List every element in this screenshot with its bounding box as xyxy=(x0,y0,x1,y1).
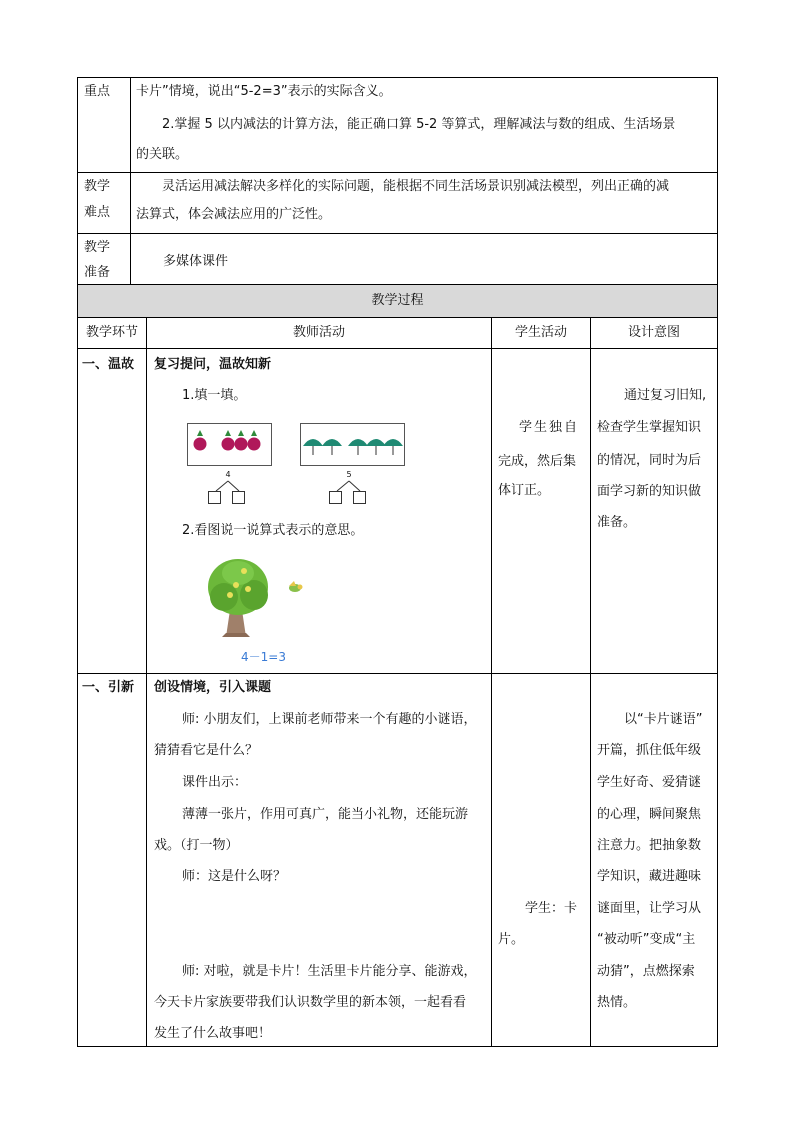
umbrella-icon xyxy=(303,439,323,455)
radish-icon xyxy=(194,430,207,451)
difficulty-line-2: 法算式，体会减法应用的广泛性。 xyxy=(136,207,332,222)
section2-intent-2: 开篇，抓住低年级 xyxy=(597,743,702,758)
section2-line-4: 薄薄一张片，作用可真广，能当小礼物，还能玩游 xyxy=(182,807,469,822)
section2-intent-1: 以“卡片谜语” xyxy=(624,712,703,727)
bond-number: 5 xyxy=(346,470,352,479)
section1-stage: 一、温故 xyxy=(82,357,135,372)
table-border xyxy=(717,77,718,1047)
col-header-teacher: 教师活动 xyxy=(292,325,345,340)
section2-intent-7: 谜面里，让学习从 xyxy=(597,901,702,916)
radish-picture xyxy=(187,423,272,466)
col-header-intent: 设计意图 xyxy=(627,325,680,340)
difficulty-label-1: 教学 xyxy=(84,179,111,194)
section2-intent-5: 注意力。把抽象数 xyxy=(597,838,702,853)
section2-line-6: 师：这是什么呀？ xyxy=(182,869,287,884)
col-header-stage: 教学环节 xyxy=(85,325,138,340)
table-border xyxy=(491,317,492,1047)
equation-label: 4－1=3 xyxy=(241,650,286,664)
number-bond-left xyxy=(205,472,251,508)
table-border xyxy=(77,673,718,674)
table-border xyxy=(590,317,591,1047)
difficulty-label-2: 难点 xyxy=(84,205,111,220)
prep-label-1: 教学 xyxy=(84,240,111,255)
difficulty-line-1: 灵活运用减法解决多样化的实际问题，能根据不同生活场景识别减法模型，列出正确的减 xyxy=(162,179,670,194)
section1-intent-1: 通过复习旧知, xyxy=(624,388,707,403)
section2-intent-10: 热情。 xyxy=(597,995,637,1010)
umbrella-icon xyxy=(348,439,368,455)
key-line-2: 2.掌握 5 以内减法的计算方法，能正确口算 5-2 等算式，理解减法与数的组成、生活场景 xyxy=(162,117,676,132)
section2-line-5: 戏。（打一物） xyxy=(154,838,239,853)
section2-line-2: 猜猜看它是什么？ xyxy=(154,743,259,758)
section2-intent-9: 动猜”，点燃探索 xyxy=(597,964,695,979)
section2-intent-3: 学生好奇、爱猜谜 xyxy=(597,775,702,790)
section1-student-3: 体订正。 xyxy=(498,483,551,498)
answer-box[interactable] xyxy=(329,491,342,504)
umbrella-picture xyxy=(300,423,405,466)
section1-item1: 1.填一填。 xyxy=(182,388,247,403)
radish-icon xyxy=(222,430,235,451)
section2-line-1: 师: 小朋友们，上课前老师带来一个有趣的小谜语， xyxy=(182,712,477,727)
section2-line-8: 今天卡片家族要带我们认识数学里的新本领，一起看看 xyxy=(154,995,467,1010)
table-border xyxy=(77,77,78,1047)
section2-line-9: 发生了什么故事吧！ xyxy=(154,1026,272,1041)
col-header-student: 学生活动 xyxy=(514,325,567,340)
answer-box[interactable] xyxy=(353,491,366,504)
umbrella-icon xyxy=(366,439,386,455)
table-border xyxy=(77,77,718,78)
section2-intent-8: “被动听”变成“主 xyxy=(597,932,696,947)
radish-icon xyxy=(248,430,261,451)
answer-box[interactable] xyxy=(208,491,221,504)
umbrella-icon xyxy=(322,439,342,455)
table-border xyxy=(77,1046,718,1047)
section2-intent-6: 学知识，藏进趣味 xyxy=(597,869,702,884)
section1-heading: 复习提问，温故知新 xyxy=(154,357,272,372)
section1-item2: 2.看图说一说算式表示的意思。 xyxy=(182,523,364,538)
table-border xyxy=(146,317,147,1047)
section2-stage: 一、引新 xyxy=(82,680,135,695)
section1-intent-5: 准备。 xyxy=(597,515,637,530)
key-label: 重点 xyxy=(84,84,111,99)
section2-heading: 创设情境，引入课题 xyxy=(154,680,272,695)
bond-number: 4 xyxy=(225,470,231,479)
table-border xyxy=(77,172,718,173)
umbrella-icon xyxy=(383,439,403,455)
prep-text: 多媒体课件 xyxy=(163,254,229,269)
table-border xyxy=(77,317,718,318)
section2-intent-4: 的心理，瞬间聚焦 xyxy=(597,807,702,822)
key-line-1: 卡片”情境，说出“5-2=3”表示的实际含义。 xyxy=(136,84,392,99)
prep-label-2: 准备 xyxy=(84,265,111,280)
process-title: 教学过程 xyxy=(371,293,424,308)
radish-icon xyxy=(235,430,248,451)
tree-picture xyxy=(200,555,310,645)
section1-intent-2: 检查学生掌握知识 xyxy=(597,420,702,435)
table-border xyxy=(77,233,718,234)
section2-student-2: 片。 xyxy=(498,932,525,947)
table-border xyxy=(77,348,718,349)
flying-bird-icon xyxy=(289,581,303,592)
answer-box[interactable] xyxy=(232,491,245,504)
tree-icon xyxy=(208,559,268,637)
section2-line-7: 师: 对啦，就是卡片！生活里卡片能分享、能游戏， xyxy=(182,964,477,979)
section1-student-2: 完成，然后集 xyxy=(498,454,577,469)
number-bond-right xyxy=(326,472,372,508)
section1-intent-4: 面学习新的知识做 xyxy=(597,484,702,499)
section1-student-1: 学生独自 xyxy=(519,420,580,435)
key-line-3: 的关联。 xyxy=(136,147,189,162)
table-border xyxy=(130,77,131,284)
section2-student-1: 学生：卡 xyxy=(525,901,578,916)
section2-line-3: 课件出示： xyxy=(182,775,248,790)
section1-intent-3: 的情况，同时为后 xyxy=(597,453,702,468)
